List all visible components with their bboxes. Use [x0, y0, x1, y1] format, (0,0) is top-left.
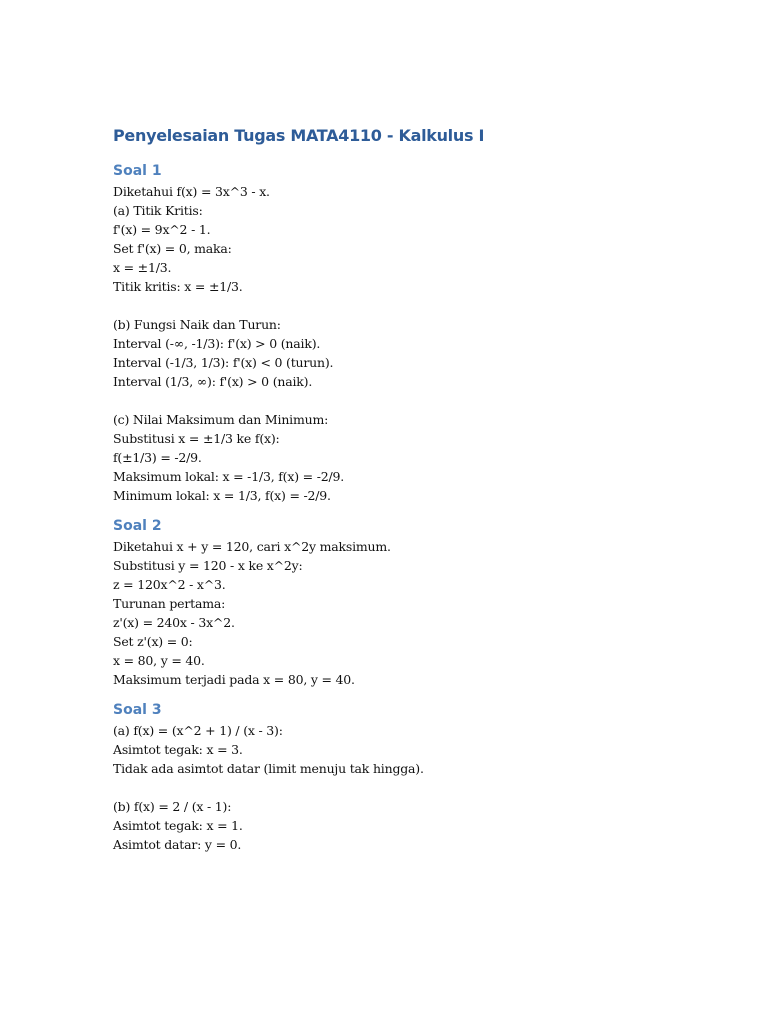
section-heading: Soal 3: [113, 702, 162, 718]
text-line: z'(x) = 240x - 3x^2.: [113, 615, 235, 630]
blank-line: [113, 391, 713, 410]
text-line: Minimum lokal: x = 1/3, f(x) = -2/9.: [113, 488, 331, 503]
text-line: Turunan pertama:: [113, 596, 226, 611]
text-line: Diketahui x + y = 120, cari x^2y maksimum.: [113, 539, 391, 554]
section-heading: Soal 2: [113, 518, 162, 534]
text-line: Asimtot tegak: x = 3.: [113, 742, 243, 757]
text-line: Interval (1/3, ∞): f'(x) > 0 (naik).: [113, 374, 313, 389]
text-line: Asimtot datar: y = 0.: [113, 837, 242, 852]
text-line: (b) f(x) = 2 / (x - 1):: [113, 799, 232, 814]
text-line: Interval (-∞, -1/3): f'(x) > 0 (naik).: [113, 336, 321, 351]
blank-line: [113, 778, 713, 797]
sections-container: [113, 160, 713, 854]
text-line: f'(x) = 9x^2 - 1.: [113, 222, 211, 237]
document-title: Penyelesaian Tugas MATA4110 - Kalkulus I: [113, 126, 485, 145]
text-line: f(±1/3) = -2/9.: [113, 450, 202, 465]
text-line: x = 80, y = 40.: [113, 653, 205, 668]
text-line: (b) Fungsi Naik dan Turun:: [113, 317, 281, 332]
section-soal-1: [113, 160, 713, 515]
text-line: Maksimum lokal: x = -1/3, f(x) = -2/9.: [113, 469, 345, 484]
section-soal-2: [113, 515, 713, 699]
section-heading: Soal 1: [113, 163, 162, 179]
text-line: Interval (-1/3, 1/3): f'(x) < 0 (turun).: [113, 355, 334, 370]
text-line: x = ±1/3.: [113, 260, 172, 275]
text-line: z = 120x^2 - x^3.: [113, 577, 226, 592]
text-line: Tidak ada asimtot datar (limit menuju tak hingga).: [113, 761, 424, 776]
section-soal-3: [113, 699, 713, 854]
text-line: Diketahui f(x) = 3x^3 - x.: [113, 184, 270, 199]
text-line: Maksimum terjadi pada x = 80, y = 40.: [113, 672, 355, 687]
text-line: Set z'(x) = 0:: [113, 634, 193, 649]
text-line: (c) Nilai Maksimum dan Minimum:: [113, 412, 329, 427]
text-line: Substitusi x = ±1/3 ke f(x):: [113, 431, 280, 446]
blank-line: [113, 296, 713, 315]
document-page: [113, 124, 713, 854]
text-line: (a) Titik Kritis:: [113, 203, 203, 218]
text-line: Titik kritis: x = ±1/3.: [113, 279, 243, 294]
spacer: [113, 148, 713, 160]
spacer: [113, 505, 713, 515]
text-line: Set f'(x) = 0, maka:: [113, 241, 232, 256]
text-line: (a) f(x) = (x^2 + 1) / (x - 3):: [113, 723, 283, 738]
spacer: [113, 689, 713, 699]
text-line: Substitusi y = 120 - x ke x^2y:: [113, 558, 303, 573]
text-line: Asimtot tegak: x = 1.: [113, 818, 243, 833]
